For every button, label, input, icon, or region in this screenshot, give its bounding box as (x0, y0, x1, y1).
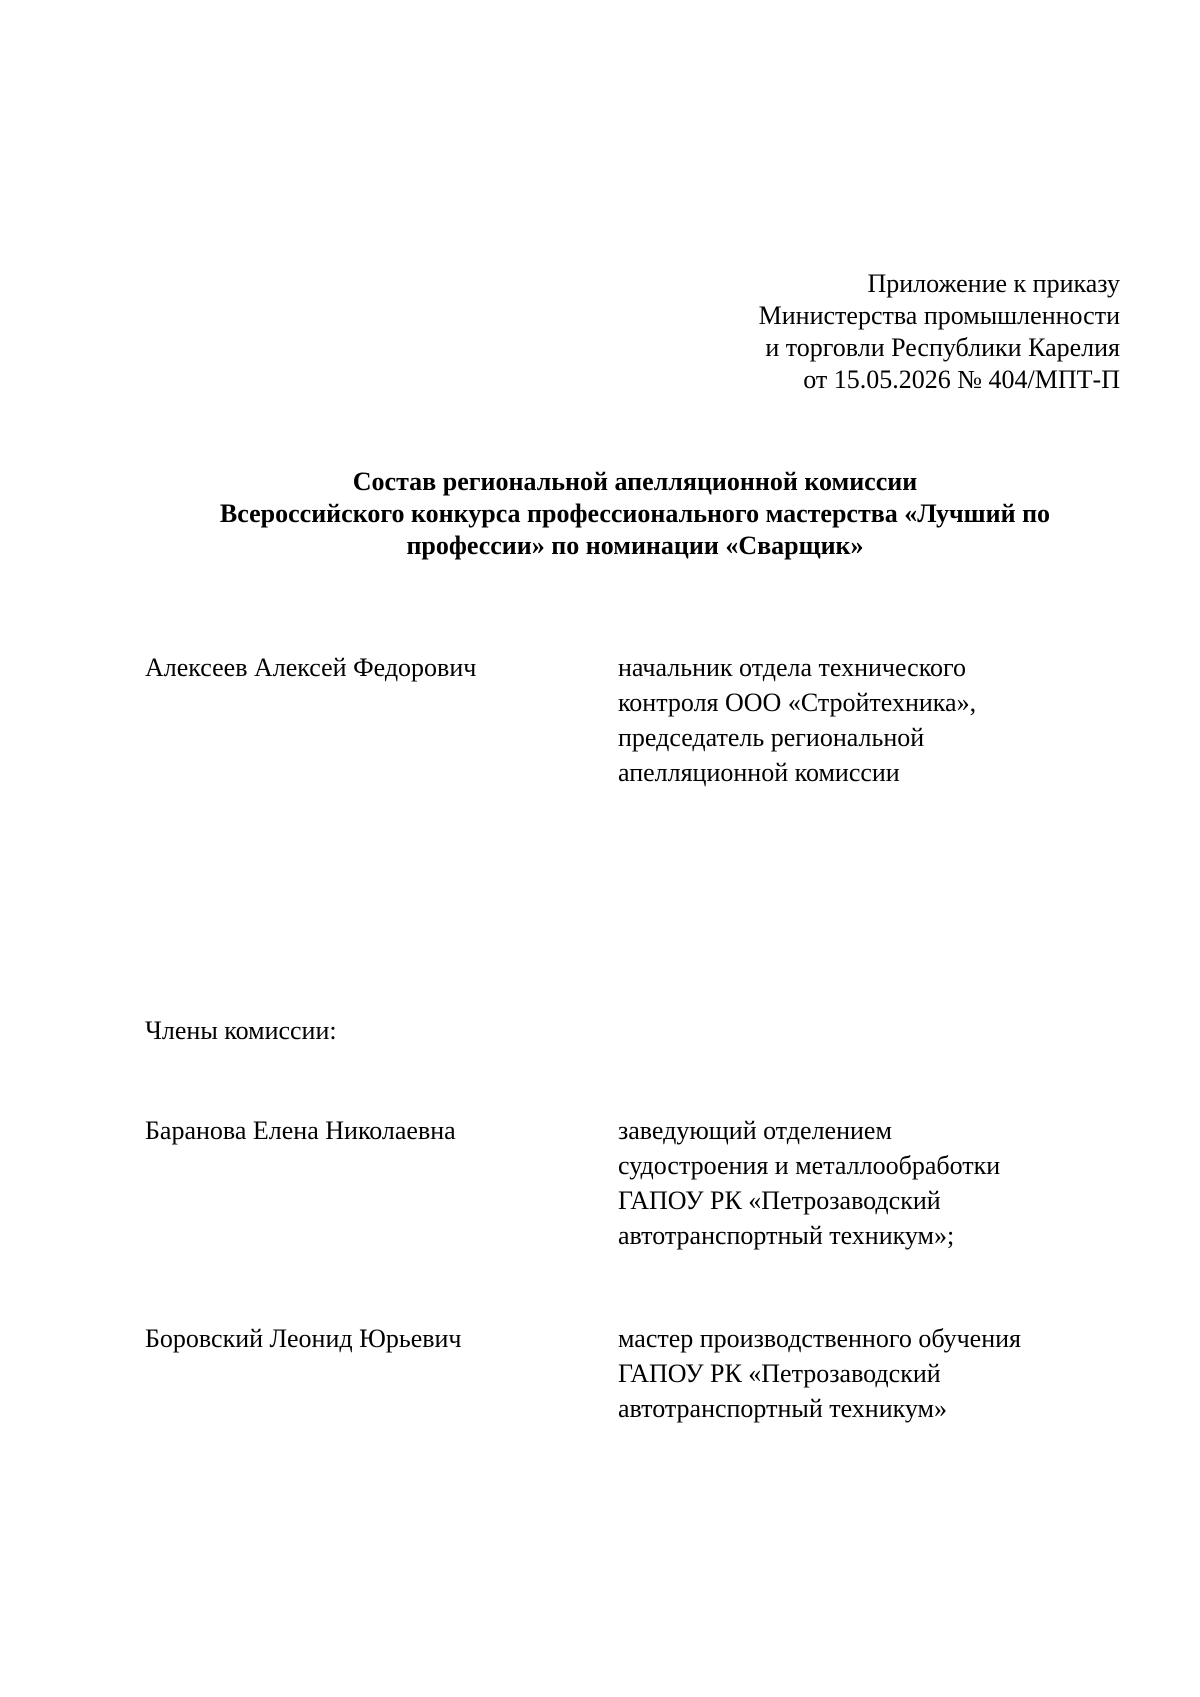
chairman-name: Алексеев Алексей Федорович (145, 653, 477, 682)
appendix-header (520, 268, 1120, 396)
role-line: мастер производственного обучения (618, 1324, 1021, 1353)
appendix-line: от 15.05.2026 № 404/МПТ-П (803, 365, 1120, 394)
role-line: судостроения и металлообработки (618, 1151, 1001, 1180)
member-name: Баранова Елена Николаевна (145, 1116, 456, 1145)
role-line: ГАПОУ РК «Петрозаводский (618, 1359, 941, 1388)
member-name: Боровский Леонид Юрьевич (145, 1324, 462, 1353)
role-line: председатель региональной (618, 723, 925, 752)
role-line: начальник отдела технического (618, 653, 967, 682)
role-line: заведующий отделением (618, 1116, 892, 1145)
role-line: ГАПОУ РК «Петрозаводский (618, 1186, 941, 1215)
title-line: Всероссийского конкурса профессионального мастерства «Лучший по (219, 499, 1051, 528)
role-line: контроля ООО «Стройтехника», (618, 688, 977, 717)
role-line: автотранспортный техникум»; (618, 1221, 955, 1250)
member-role (618, 1113, 1118, 1253)
chairman-role (618, 650, 1118, 790)
role-line: апелляционной комиссии (618, 758, 900, 787)
title-line: Состав региональной апелляционной комиссии (352, 467, 918, 496)
appendix-line: Министерства промышленности (758, 301, 1120, 330)
document-title (140, 466, 1130, 562)
member-role (618, 1321, 1118, 1426)
role-line: автотранспортный техникум» (618, 1394, 948, 1423)
members-label: Члены комиссии: (145, 1016, 337, 1045)
title-line: профессии» по номинации «Сварщик» (406, 531, 864, 560)
appendix-line: и торговли Республики Карелия (765, 333, 1120, 362)
appendix-line: Приложение к приказу (867, 269, 1120, 298)
